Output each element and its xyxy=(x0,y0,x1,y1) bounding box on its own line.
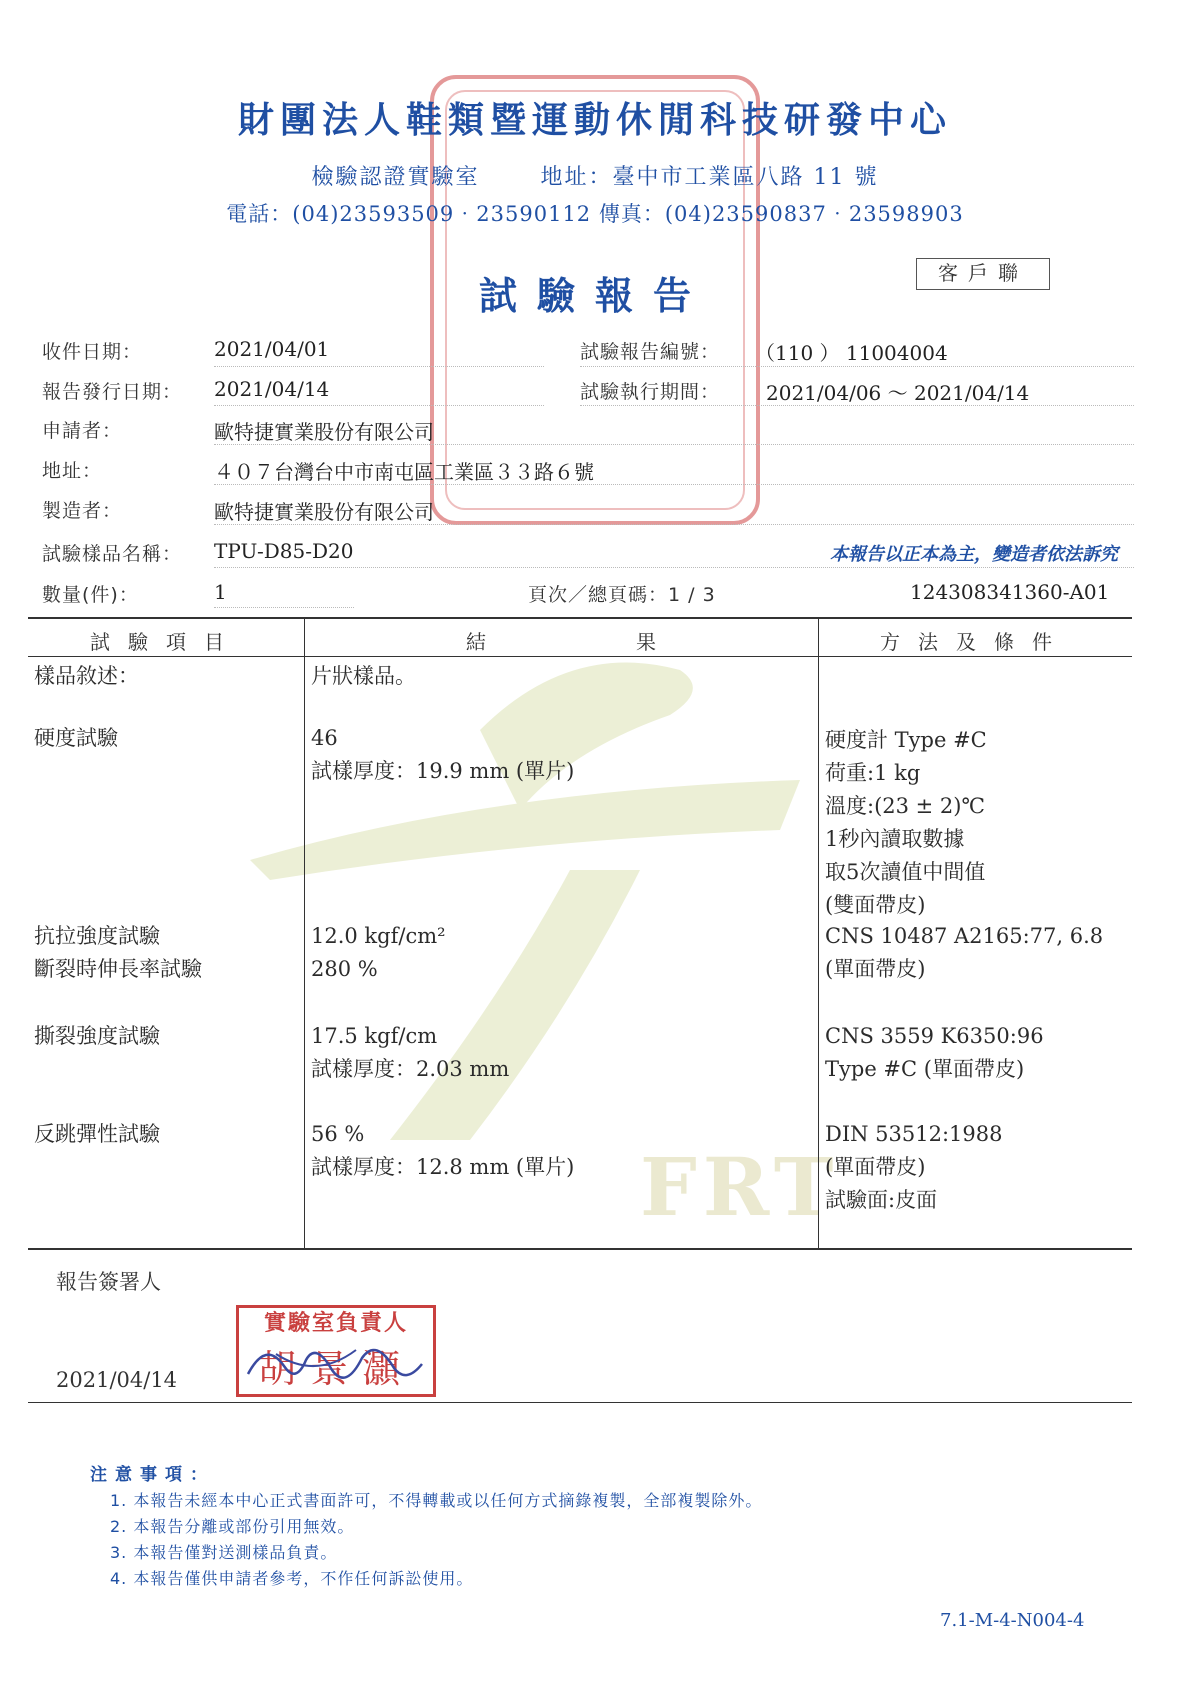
received-date-value: 2021/04/01 xyxy=(214,337,330,361)
page-info: 頁次／總頁碼：1 / 3 xyxy=(528,584,716,606)
divider xyxy=(580,366,1134,367)
column-divider xyxy=(818,617,819,1249)
method-text: (雙面帶皮) xyxy=(825,893,926,917)
note-item: 1. 本報告未經本中心正式書面許可，不得轉載或以任何方式摘錄複製，全部複製除外。 xyxy=(110,1491,763,1510)
result-text: 試樣厚度：19.9 mm (單片) xyxy=(311,759,575,783)
sample-name-label: 試驗樣品名稱： xyxy=(42,543,183,565)
note-item: 2. 本報告分離或部份引用無效。 xyxy=(110,1517,355,1536)
table-row-result xyxy=(311,660,416,693)
divider xyxy=(214,484,1134,485)
handwritten-signature xyxy=(236,1330,436,1396)
original-copy-note: 本報告以正本為主，變造者依法訴究 xyxy=(830,544,1118,565)
method-text: 荷重:1 kg xyxy=(825,761,921,785)
method-text: (單面帶皮) xyxy=(825,957,926,981)
result-text: 試樣厚度：2.03 mm xyxy=(311,1057,510,1081)
address-value: ４０７台灣台中市南屯區工業區３３路６號 xyxy=(214,460,594,484)
signer-label: 報告簽署人 xyxy=(56,1270,161,1294)
table-row-method xyxy=(825,724,987,922)
lab-name: 檢驗認證實驗室 xyxy=(311,165,480,190)
table-row-result xyxy=(311,1020,509,1086)
issue-date-label: 報告發行日期： xyxy=(42,381,183,403)
divider xyxy=(214,366,544,367)
item-text: 撕裂強度試驗 xyxy=(34,1024,160,1048)
result-text: 56 % xyxy=(311,1122,365,1146)
signature-bottom-border xyxy=(28,1402,1132,1403)
contact-line: 電話：(04)23593509‧23590112 傳真：(04)23590837‧23598903 xyxy=(226,202,964,226)
table-row-result xyxy=(311,1118,574,1184)
signature-stamp-name: 胡景灝 xyxy=(257,1347,414,1391)
table-row-result xyxy=(311,920,446,986)
item-text: 斷裂時伸長率試驗 xyxy=(34,957,202,981)
manufacturer-label: 製造者： xyxy=(42,500,123,522)
report-number-value: （110 ） 11004004 xyxy=(755,341,948,365)
method-text: (單面帶皮) xyxy=(825,1155,926,1179)
table-row-item xyxy=(34,722,118,755)
quantity-label: 數量(件)： xyxy=(42,584,139,606)
test-period-value: 2021/04/06 ～ 2021/04/14 xyxy=(766,381,1030,405)
quantity-value: 1 xyxy=(214,580,227,604)
divider xyxy=(214,567,1134,568)
method-text: CNS 10487 A2165:77, 6.8 xyxy=(825,924,1104,948)
header-result-text: 結果 xyxy=(466,630,806,654)
result-text: 片狀樣品。 xyxy=(311,664,416,688)
table-bottom-border xyxy=(28,1248,1132,1250)
signature-date: 2021/04/14 xyxy=(56,1368,178,1392)
method-text: DIN 53512:1988 xyxy=(825,1122,1003,1146)
result-text: 12.0 kgf/cm² xyxy=(311,924,446,948)
address-label: 地址： xyxy=(42,460,103,482)
divider xyxy=(214,607,354,608)
note-item: 4. 本報告僅供申請者參考，不作任何訴訟使用。 xyxy=(110,1569,474,1588)
table-header-border xyxy=(28,656,1132,657)
header-test-item: 試驗項目 xyxy=(90,630,242,654)
copy-type-box: 客戶聯 xyxy=(916,258,1050,290)
table-row-method xyxy=(825,1020,1044,1086)
item-text: 樣品敘述： xyxy=(34,664,139,688)
form-number: 7.1-M-4-N004-4 xyxy=(940,1610,1085,1631)
document-code: 124308341360-A01 xyxy=(910,580,1110,604)
column-divider xyxy=(304,617,305,1249)
item-text: 反跳彈性試驗 xyxy=(34,1122,160,1146)
divider xyxy=(214,524,1134,525)
applicant-label: 申請者： xyxy=(42,420,123,442)
manufacturer-value: 歐特捷實業股份有限公司 xyxy=(214,500,434,524)
divider xyxy=(214,405,544,406)
result-text: 試樣厚度：12.8 mm (單片) xyxy=(311,1155,575,1179)
lab-address-line xyxy=(0,160,1190,191)
report-title: 試驗報告 xyxy=(478,274,711,318)
method-text: 硬度計 Type #C xyxy=(825,728,987,752)
table-row-method xyxy=(825,920,1103,986)
table-row-item xyxy=(34,660,139,693)
method-text: 溫度:(23 ± 2)℃ xyxy=(825,794,985,818)
table-row-item xyxy=(34,920,202,986)
lab-address: 地址：臺中市工業區八路 11 號 xyxy=(540,165,879,190)
table-row-item xyxy=(34,1118,160,1151)
method-text: 試驗面:皮面 xyxy=(825,1188,938,1212)
report-number-label: 試驗報告編號： xyxy=(580,341,721,363)
note-item: 3. 本報告僅對送測樣品負責。 xyxy=(110,1543,338,1562)
result-text: 280 % xyxy=(311,957,378,981)
divider xyxy=(214,444,1134,445)
item-text: 抗拉強度試驗 xyxy=(34,924,160,948)
result-text: 46 xyxy=(311,726,338,750)
issue-date-value: 2021/04/14 xyxy=(214,377,330,401)
table-row-method xyxy=(825,1118,1003,1217)
table-row-item xyxy=(34,1020,160,1053)
item-text: 硬度試驗 xyxy=(34,726,118,750)
method-text: Type #C (單面帶皮) xyxy=(825,1057,1025,1081)
frt-logo-watermark xyxy=(240,620,860,1180)
table-top-border xyxy=(28,617,1132,619)
divider xyxy=(580,405,1134,406)
received-date-label: 收件日期： xyxy=(42,341,143,363)
header-method: 方法及條件 xyxy=(880,630,1070,654)
signature-stamp-title: 實驗室負責人 xyxy=(263,1311,408,1336)
method-text: 1秒內讀取數據 xyxy=(825,827,965,851)
table-row-result xyxy=(311,722,574,788)
header-result xyxy=(304,626,818,655)
method-text: 取5次讀值中間值 xyxy=(825,860,986,884)
method-text: CNS 3559 K6350:96 xyxy=(825,1024,1044,1048)
test-period-label: 試驗執行期間： xyxy=(580,381,721,403)
organization-name: 財團法人鞋類暨運動休閒科技研發中心 xyxy=(237,100,952,141)
applicant-value: 歐特捷實業股份有限公司 xyxy=(214,420,434,444)
watermark-text: FRT xyxy=(640,1140,840,1234)
notes-title: 注意事項： xyxy=(90,1465,215,1485)
result-text: 17.5 kgf/cm xyxy=(311,1024,438,1048)
sample-name-value: TPU-D85-D20 xyxy=(214,539,354,563)
